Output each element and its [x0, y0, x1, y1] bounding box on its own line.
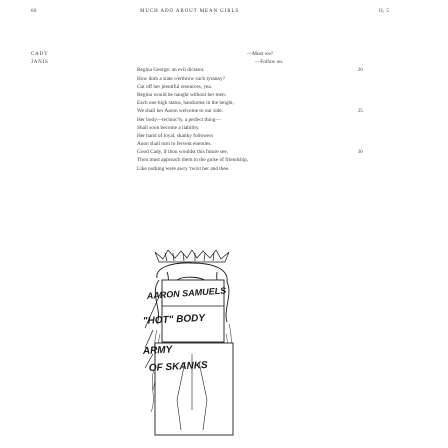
page-number: 66	[31, 9, 37, 14]
verse-line: Anon shall turn to fervent enemies.	[137, 141, 212, 148]
verse-line: Her body—technic'ly, a perfect thing—	[137, 116, 221, 123]
label-army-line1: ARMY	[142, 344, 173, 357]
verse-line: Good Cady, if thou wouldst this future see,	[137, 149, 229, 156]
verse-line: —Must we?	[247, 51, 274, 57]
verse-line: Each one high status, handsome in the height,	[137, 100, 234, 107]
verse-line: —Follow on.	[255, 59, 284, 66]
verse-line: Like nothing were awry 'twixt her and thee.	[137, 165, 230, 172]
verse-line: How doth a state o'erthrow such tyranny?	[137, 75, 226, 82]
verse-line: Shall soon become a liability.	[137, 124, 200, 131]
verse-line: Her band of loyal, skanky followers	[137, 132, 214, 139]
line-number: 20	[358, 67, 363, 73]
torso-frame	[155, 343, 233, 435]
label-army-line2: OF SKANKS	[148, 359, 208, 374]
verse-line: Thou must approach them in the guise of friendship,	[137, 157, 249, 164]
speaker-name: JANIS	[31, 59, 49, 65]
verse-line: Cut off her plentiful resources, yea.	[137, 83, 213, 90]
speaker-name: CADY	[31, 51, 49, 57]
label-aaron: AARON SAMUELS	[146, 285, 227, 301]
label-hot-body: "HOT" BODY	[142, 312, 206, 327]
verse-block	[137, 50, 369, 173]
crown-drawing	[155, 250, 229, 262]
line-number: 25	[358, 108, 363, 114]
act-scene: II, 5	[379, 9, 390, 14]
line-number: 30	[358, 149, 363, 155]
running-title: MUCH ADO ABOUT MEAN GIRLS	[140, 9, 240, 14]
verse-line: We shall her Aaron welcome to our side.	[137, 108, 224, 115]
verse-line: Regina would be naught without her men:	[137, 91, 227, 98]
verse-line: Regina George: an evil dictator.	[137, 67, 205, 74]
sketch-illustration	[137, 250, 247, 442]
